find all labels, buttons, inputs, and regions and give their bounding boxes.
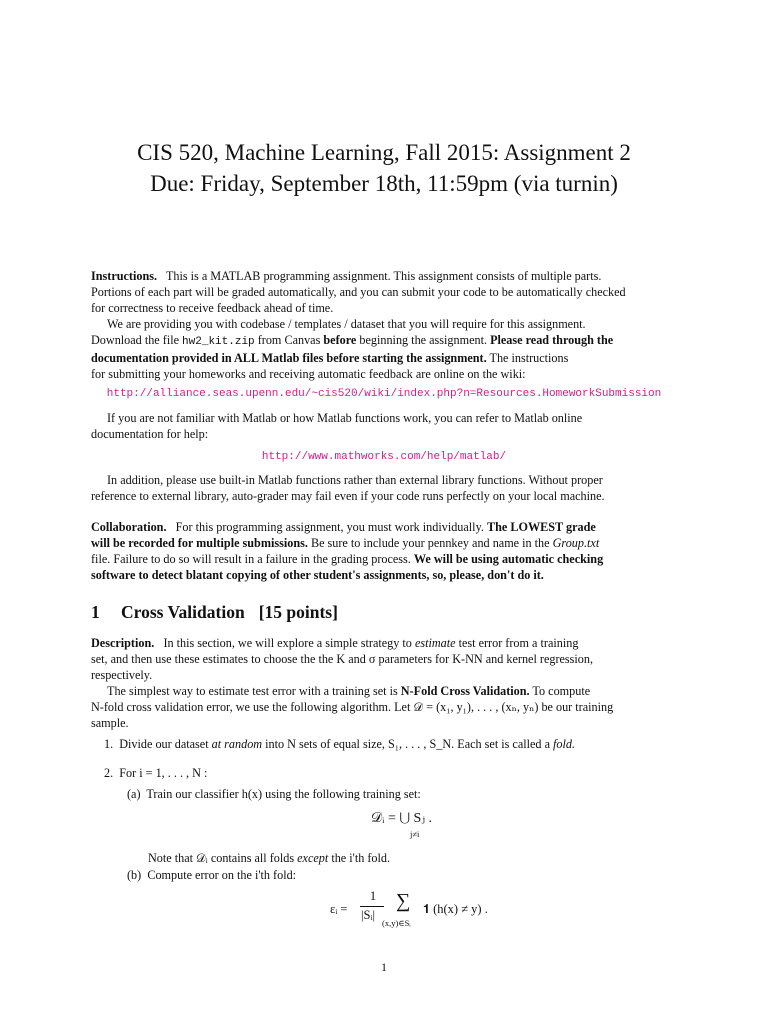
wiki-link[interactable]: http://alliance.seas.upenn.edu/~cis520/wiki/index.php?n=Resources.HomeworkSubmission [106, 388, 662, 400]
text-fragment: Download the file [91, 333, 179, 347]
text-fragment: Divide our dataset [119, 737, 209, 751]
text-fragment: except [297, 851, 329, 865]
sub-label: (a) [127, 787, 141, 801]
indicator-term: 𝟏 (h(x) ≠ y) . [423, 902, 488, 916]
text-fragment: We will be using automatic checking [413, 552, 604, 566]
text-fragment: The LOWEST grade [486, 520, 596, 534]
text-fragment: from Canvas [257, 333, 321, 347]
union-subscript: j≠i [410, 829, 420, 839]
text-fragment: For i = 1, . . . , N : [119, 766, 208, 780]
text-fragment: before [323, 333, 357, 347]
training-set-equation: 𝒟ᵢ = ⋃ Sⱼ . [371, 811, 433, 826]
text-fragment: Be sure to include your pennkey and name in the [310, 536, 550, 550]
text-line: reference to external library, auto-grader may fail even if your code runs perfectly on your local machine. [91, 489, 605, 503]
sub-list-item [127, 867, 296, 883]
sub-list-item [127, 786, 421, 802]
text-line: This is a MATLAB programming assignment. This assignment consists of multiple parts. [165, 269, 602, 283]
text-line: Portions of each part will be graded automatically, and you can submit your code to be automatically checked [91, 285, 626, 299]
text-fragment: will be recorded for multiple submissions. [91, 536, 308, 550]
text-fragment: documentation provided in ALL Matlab files before starting the assignment. [91, 351, 487, 365]
page-number: 1 [381, 960, 387, 974]
text-fragment: beginning the assignment. [359, 333, 488, 347]
sum-subscript: (x,y)∈Sᵢ [382, 918, 411, 928]
section-heading [91, 602, 338, 623]
collaboration-heading: Collaboration. [91, 520, 167, 534]
library-paragraph [91, 472, 678, 504]
text-fragment: test error from a training [458, 636, 579, 650]
text-line: We are providing you with codebase / templates / dataset that you will require for this assignment. [107, 317, 586, 331]
text-fragment: into N sets of equal size, S₁, . . . , S_N. Each set is called a [265, 737, 550, 751]
text-fragment: N-Fold Cross Validation. [400, 684, 530, 698]
fraction-denominator: |Sᵢ| [361, 908, 376, 922]
error-equation-lhs: εᵢ = [330, 902, 348, 916]
text-fragment: Please read through the [490, 333, 614, 347]
sub-label: (b) [127, 868, 142, 882]
description-paragraph [91, 635, 678, 731]
text-line: for submitting your homeworks and receiving automatic feedback are online on the wiki: [91, 367, 526, 381]
text-fragment: For this programming assignment, you must work individually. [175, 520, 484, 534]
instructions-heading: Instructions. [91, 269, 158, 283]
section-title: Cross Validation [121, 602, 245, 622]
list-item [104, 765, 207, 781]
kit-filename: hw2_kit.zip [182, 336, 255, 348]
fraction-numerator: 1 [369, 889, 377, 903]
due-date: Due: Friday, September 18th, 11:59pm (via turnin) [150, 171, 618, 196]
text-fragment: the i'th fold. [331, 851, 391, 865]
matlab-docs-link[interactable]: http://www.mathworks.com/help/matlab/ [261, 451, 507, 463]
text-line: sample. [91, 716, 129, 730]
text-fragment: estimate [414, 636, 456, 650]
text-fragment: Train our classifier h(x) using the following training set: [146, 787, 421, 801]
text-fragment: fold. [553, 737, 576, 751]
list-item [104, 736, 575, 752]
text-line: set, and then use these estimates to choose the the K and σ parameters for K-NN and kernel regression, [91, 652, 594, 666]
group-filename: Group.txt [552, 536, 600, 550]
description-heading: Description. [91, 636, 155, 650]
text-fragment: In this section, we will explore a simple strategy to [163, 636, 412, 650]
matlab-help-paragraph [91, 410, 678, 442]
text-line: respectively. [91, 668, 153, 682]
text-line: N-fold cross validation error, we use the following algorithm. Let 𝒟 = (x₁, y₁), . . . , (xₙ, yₙ) be our training [91, 700, 614, 714]
section-number: 1 [91, 602, 100, 622]
text-line: software to detect blatant copying of other student's assignments, so, please, don't do it. [91, 568, 544, 582]
fraction-bar [360, 906, 384, 907]
sum-symbol: ∑ [396, 890, 411, 912]
text-fragment: To compute [532, 684, 591, 698]
note-line [148, 850, 390, 866]
text-fragment: file. Failure to do so will result in a failure in the grading process. [91, 552, 411, 566]
text-fragment: Compute error on the i'th fold: [147, 868, 297, 882]
text-fragment: The instructions [489, 351, 569, 365]
text-line: In addition, please use built-in Matlab functions rather than external library functions. Without proper [107, 473, 603, 487]
collaboration-paragraph [91, 519, 678, 583]
assignment-title: CIS 520, Machine Learning, Fall 2015: Assignment 2 [137, 140, 631, 165]
text-fragment: The simplest way to estimate test error with a training set is [107, 684, 398, 698]
text-fragment: at random [211, 737, 263, 751]
section-points: [15 points] [258, 602, 338, 622]
list-number: 2. [104, 766, 114, 780]
text-line: If you are not familiar with Matlab or how Matlab functions work, you can refer to Matlab online [107, 411, 583, 425]
text-line: for correctness to receive feedback ahead of time. [91, 301, 334, 315]
text-line: documentation for help: [91, 427, 209, 441]
list-number: 1. [104, 737, 114, 751]
instructions-paragraph [91, 268, 678, 382]
text-fragment: Note that 𝒟ᵢ contains all folds [148, 851, 295, 865]
